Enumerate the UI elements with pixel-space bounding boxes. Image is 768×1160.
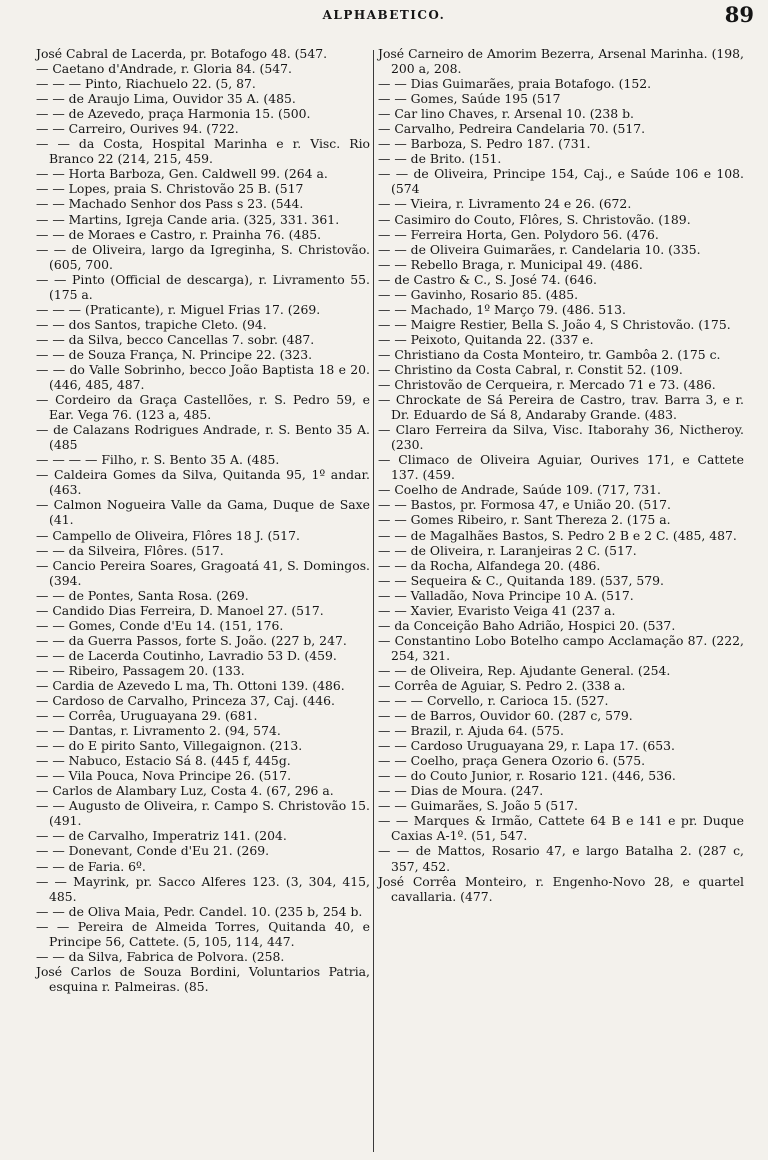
directory-entry: — Constantino Lobo Botelho campo Acclamação 87. (222, 254, 321. [378,632,744,663]
directory-entry: — — Peixoto, Quitanda 22. (337 e. [378,331,594,347]
directory-entry: — — de Mattos, Rosario 47, e largo Batalha 2. (287 c, 357, 452. [378,843,744,874]
directory-entry: — — de Brito. (151. [378,151,502,167]
directory-entry: — — Ferreira Horta, Gen. Polydoro 56. (476. [378,226,659,242]
directory-entry: José Cabral de Lacerda, pr. Botafogo 48. (547. [36,46,328,61]
directory-entry: — — Augusto de Oliveira, r. Campo S. Christovão 15. (491. [36,798,370,829]
directory-entry: — Calmon Nogueira Valle da Gama, Duque de Saxe (41. [36,497,370,528]
directory-entry: — — Corrêa, Uruguayana 29. (681. [36,708,258,724]
directory-entry: — — Machado, 1º Março 79. (486. 513. [378,301,626,317]
directory-entry: — — Nabuco, Estacio Sá 8. (445 f, 445g. [36,753,291,769]
page-number: 89 [724,2,754,27]
directory-entry: — — Lopes, praia S. Christovão 25 B. (517 [36,181,304,197]
directory-entry: — — Dantas, r. Livramento 2. (94, 574. [36,723,281,739]
directory-entry: José Corrêa Monteiro, r. Engenho-Novo 28, e quartel cavallaria. (477. [378,873,744,904]
directory-entry: — Caetano d'Andrade, r. Gloria 84. (547. [36,61,292,77]
directory-entry: — Campello de Oliveira, Flôres 18 J. (517. [36,527,300,543]
directory-entry: — Cancio Pereira Soares, Gragoatá 41, S. Domingos. (394. [36,557,370,588]
directory-entry: — — da Silva, Fabrica de Polvora. (258. [36,948,285,964]
directory-entry: — — de Oliveira, Principe 154, Caj., e Saúde 106 e 108. (574 [378,166,744,197]
directory-entry: — Candido Dias Ferreira, D. Manoel 27. (517. [36,602,324,618]
directory-entry: — — Barboza, S. Pedro 187. (731. [378,136,591,152]
directory-entry: — — de Pontes, Santa Rosa. (269. [36,587,249,603]
directory-entry: — — de Oliveira, r. Laranjeiras 2 C. (517. [378,542,637,558]
directory-entry: — — Mayrink, pr. Sacco Alferes 123. (3, 304, 415, 485. [36,873,370,904]
directory-entry: — Claro Ferreira da Silva, Visc. Itaborahy 36, Nictheroy. (230. [378,422,744,453]
directory-entry: José Carlos de Souza Bordini, Voluntarios Patria, esquina r. Palmeiras. (85. [36,963,370,994]
directory-entry: — — Brazil, r. Ajuda 64. (575. [378,723,564,739]
directory-entry: — Carlos de Alambary Luz, Costa 4. (67, 296 a. [36,783,334,799]
directory-entry: — Coelho de Andrade, Saúde 109. (717, 731. [378,482,661,498]
directory-entry: — — de Barros, Ouvidor 60. (287 c, 579. [378,708,633,724]
directory-entry: — — do Couto Junior, r. Rosario 121. (446, 536. [378,768,676,784]
column-divider [373,50,374,1152]
directory-entry: — — Marques & Irmão, Cattete 64 B e 141 e pr. Duque Caxias A-1º. (51, 547. [378,813,744,844]
directory-entry: — — Rebello Braga, r. Municipal 49. (486. [378,256,643,272]
left-column [36,46,370,994]
directory-entry: José Carneiro de Amorim Bezerra, Arsenal Marinha. (198, 200 a, 208. [378,46,744,77]
directory-entry: — Cardia de Azevedo L ma, Th. Ottoni 139. (486. [36,677,345,693]
directory-entry: — — de Oliveira, Rep. Ajudante General. (254. [378,662,671,678]
directory-entry: — — Sequeira & C., Quitanda 189. (537, 579. [378,572,664,588]
directory-entry: — — de Moraes e Castro, r. Prainha 76. (485. [36,226,322,242]
directory-entry: — — de Carvalho, Imperatriz 141. (204. [36,828,287,844]
directory-entry: — — de Oliva Maia, Pedr. Candel. 10. (235 b, 254 b. [36,903,363,919]
directory-entry: — — Cardoso Uruguayana 29, r. Lapa 17. (653. [378,738,675,754]
directory-entry: — Cordeiro da Graça Castellões, r. S. Pedro 59, e Ear. Vega 76. (123 a, 485. [36,392,370,423]
directory-entry: — — da Rocha, Alfandega 20. (486. [378,557,601,573]
directory-entry: — — Donevant, Conde d'Eu 21. (269. [36,843,270,859]
directory-entry: — da Conceição Baho Adrião, Hospici 20. (537. [378,617,676,633]
directory-entry: — — Pinto (Official de descarga), r. Livramento 55. (175 a. [36,271,370,302]
directory-entry: — Christino da Costa Cabral, r. Constit 52. (109. [378,361,683,377]
directory-entry: — — da Costa, Hospital Marinha e r. Visc. Rio Branco 22 (214, 215, 459. [36,136,370,167]
directory-entry: — Casimiro do Couto, Flôres, S. Christovão. (189. [378,211,691,227]
directory-entry: — — Coelho, praça Genera Ozorio 6. (575. [378,753,646,769]
directory-entry: — de Castro & C., S. José 74. (646. [378,271,597,287]
right-column [378,46,744,904]
directory-entry: — Car lino Chaves, r. Arsenal 10. (238 b. [378,106,634,122]
page-title: ALPHABETICO. [322,8,446,22]
directory-entry: — Christiano da Costa Monteiro, tr. Gambôa 2. (175 c. [378,346,721,362]
directory-entry: — — de Azevedo, praça Harmonia 15. (500. [36,106,311,122]
directory-entry: — — Dias Guimarães, praia Botafogo. (152. [378,76,652,92]
directory-entry: — — Pereira de Almeida Torres, Quitanda 40, e Principe 56, Cattete. (5, 105, 114, 447. [36,918,370,949]
directory-entry: — — — Pinto, Riachuelo 22. (5, 87. [36,76,256,92]
directory-entry: — — Gomes Ribeiro, r. Sant Thereza 2. (175 a. [378,512,671,528]
directory-entry: — Cardoso de Carvalho, Princeza 37, Caj. (446. [36,693,335,709]
directory-entry: — — Gomes, Conde d'Eu 14. (151, 176. [36,617,284,633]
directory-entry: — Caldeira Gomes da Silva, Quitanda 95, 1º andar. (463. [36,467,370,498]
directory-entry: — — Vieira, r. Livramento 24 e 26. (672. [378,196,632,212]
directory-entry: — Corrêa de Aguiar, S. Pedro 2. (338 a. [378,677,626,693]
directory-entry: — — de Oliveira, largo da Igreginha, S. Christovão. (605, 700. [36,241,370,272]
directory-entry: — — de Oliveira Guimarães, r. Candelaria 10. (335. [378,241,701,257]
directory-entry: — — — (Praticante), r. Miguel Frias 17. (269. [36,301,321,317]
directory-entry: — — Horta Barboza, Gen. Caldwell 99. (264 a. [36,166,328,182]
directory-entry: — Christovão de Cerqueira, r. Mercado 71 e 73. (486. [378,377,716,393]
directory-entry: — — Dias de Moura. (247. [378,783,544,799]
directory-entry: — — de Faria. 6º. [36,858,146,874]
directory-entry: — — do E pirito Santo, Villegaignon. (213. [36,738,303,754]
directory-entry: — — Guimarães, S. João 5 (517. [378,798,578,814]
directory-entry: — — Ribeiro, Passagem 20. (133. [36,662,245,678]
directory-entry: — — da Silva, becco Cancellas 7. sobr. (487. [36,331,315,347]
directory-entry: — Carvalho, Pedreira Candelaria 70. (517. [378,121,646,137]
directory-entry: — — Gavinho, Rosario 85. (485. [378,286,579,302]
directory-entry: — — de Araujo Lima, Ouvidor 35 A. (485. [36,91,296,107]
directory-entry: — Climaco de Oliveira Aguiar, Ourives 171, e Cattete 137. (459. [378,452,744,483]
directory-entry: — Chrockate de Sá Pereira de Castro, trav. Barra 3, e r. Dr. Eduardo de Sá 8, Andaraby Grande. (483. [378,392,744,423]
directory-entry: — — Vila Pouca, Nova Principe 26. (517. [36,768,292,784]
directory-entry: — — Machado Senhor dos Pass s 23. (544. [36,196,304,212]
directory-entry: — — Maigre Restier, Bella S. João 4, S Christovão. (175. [378,316,731,332]
directory-entry: — — Gomes, Saúde 195 (517 [378,91,561,107]
directory-entry: — — Martins, Igreja Cande aria. (325, 331. 361. [36,211,340,227]
directory-entry: — — de Magalhães Bastos, S. Pedro 2 B e 2 C. (485, 487. [378,527,737,543]
directory-entry: — — Valladão, Nova Principe 10 A. (517. [378,587,634,603]
directory-entry: — — da Silveira, Flôres. (517. [36,542,224,558]
directory-entry: — — Xavier, Evaristo Veiga 41 (237 a. [378,602,616,618]
directory-entry: — — — — Filho, r. S. Bento 35 A. (485. [36,452,280,468]
directory-entry: — — — Corvello, r. Carioca 15. (527. [378,693,609,709]
directory-entry: — — do Valle Sobrinho, becco João Baptista 18 e 20. (446, 485, 487. [36,361,370,393]
directory-entry: — — Carreiro, Ourives 94. (722. [36,121,239,137]
page-header [0,2,768,30]
directory-entry: — — de Lacerda Coutinho, Lavradio 53 D. (459. [36,647,337,663]
directory-entry: — — Bastos, pr. Formosa 47, e União 20. (517. [378,497,671,513]
directory-entry: — — dos Santos, trapiche Cleto. (94. [36,316,267,332]
directory-entry: — — da Guerra Passos, forte S. João. (227 b, 247. [36,632,347,648]
directory-entry: — — de Souza França, N. Principe 22. (323. [36,346,313,362]
directory-entry: — de Calazans Rodrigues Andrade, r. S. Bento 35 A. (485 [36,422,370,453]
